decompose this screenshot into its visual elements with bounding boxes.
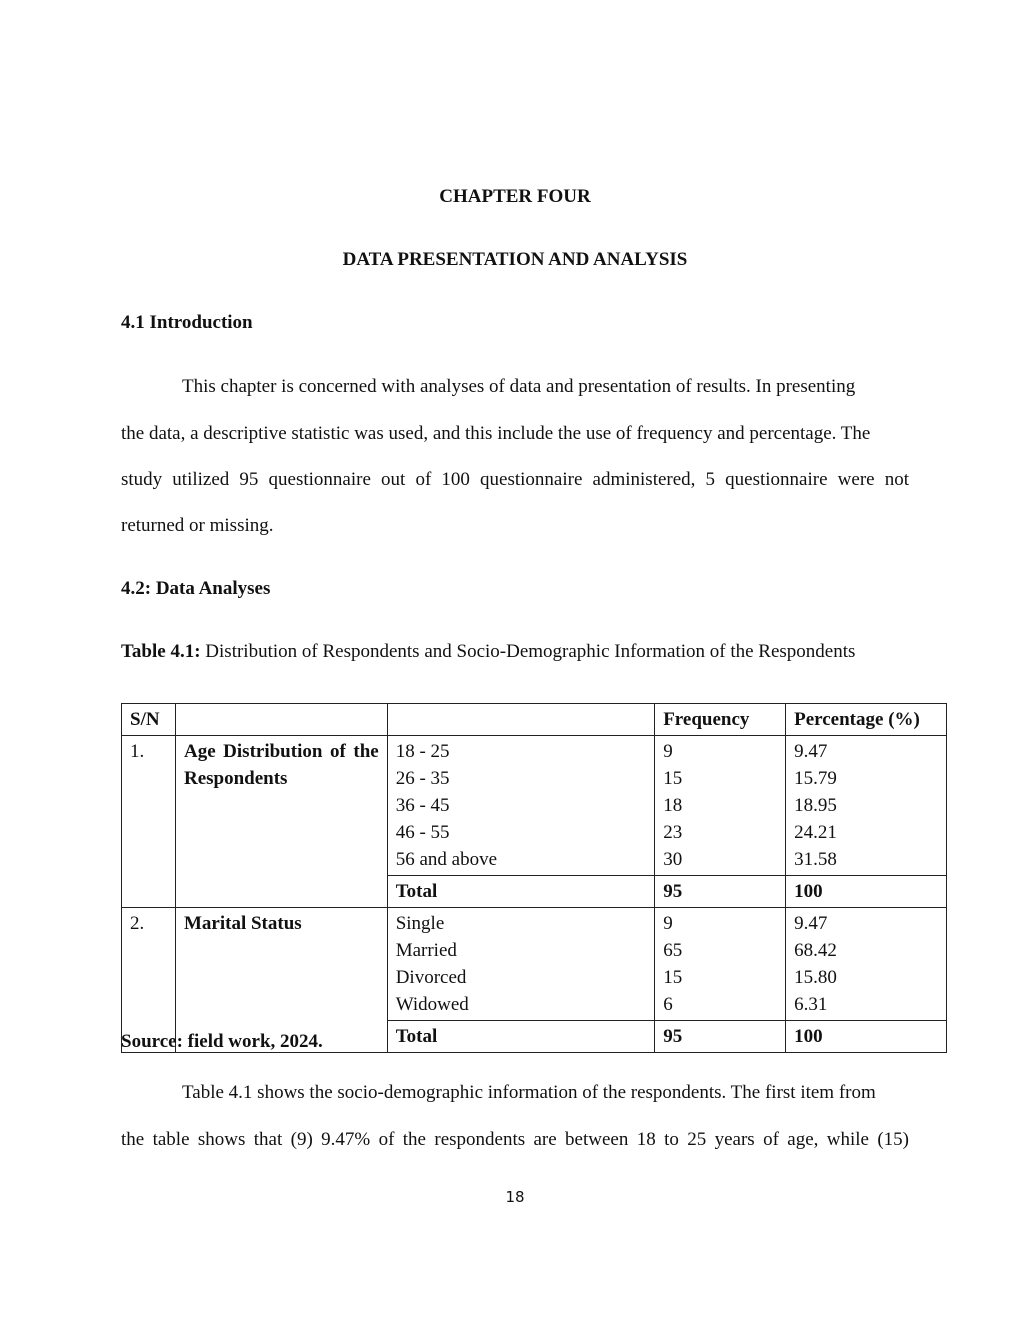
option-cell: 56 and above — [395, 849, 498, 870]
frequency-cell: 15 — [663, 967, 683, 988]
percentage-cell: 24.21 — [794, 822, 837, 843]
frequency-column — [655, 908, 786, 1021]
header-category — [175, 704, 387, 736]
total-label: Total — [387, 876, 655, 908]
frequency-cell: 18 — [663, 795, 683, 816]
table-caption — [121, 641, 855, 663]
option-column — [387, 908, 655, 1021]
total-label: Total — [387, 1021, 655, 1053]
total-frequency: 95 — [655, 1021, 786, 1053]
paragraph-line: study utilized 95 questionnaire out of 100 questionnaire administered, 5 questionnaire were not — [121, 469, 909, 490]
table-caption-text: Distribution of Respondents and Socio-Demographic Information of the Respondents — [200, 641, 856, 662]
header-sn: S/N — [122, 704, 176, 736]
total-percentage: 100 — [786, 1021, 947, 1053]
table-row-group — [122, 908, 947, 1021]
table-header-row — [122, 704, 947, 736]
table-caption-label: Table 4.1: — [121, 641, 201, 662]
header-percentage: Percentage (%) — [786, 704, 947, 736]
option-column — [387, 736, 655, 876]
percentage-cell: 15.79 — [794, 768, 837, 789]
percentage-cell: 31.58 — [794, 849, 837, 870]
option-cell: 26 - 35 — [395, 768, 450, 789]
frequency-cell: 9 — [663, 741, 673, 762]
paragraph-line: the table shows that (9) 9.47% of the respondents are between 18 to 25 years of age, while (15) — [121, 1129, 909, 1150]
percentage-column — [786, 908, 947, 1021]
frequency-cell: 23 — [663, 822, 683, 843]
option-cell: Single — [395, 913, 445, 934]
paragraph-line: Table 4.1 shows the socio-demographic information of the respondents. The first item from — [182, 1082, 876, 1103]
frequency-cell: 65 — [663, 940, 683, 961]
frequency-cell: 30 — [663, 849, 683, 870]
chapter-title: CHAPTER FOUR — [439, 186, 591, 207]
frequency-cell: 15 — [663, 768, 683, 789]
percentage-cell: 9.47 — [794, 913, 828, 934]
page-number: 18 — [505, 1188, 525, 1206]
frequency-cell: 6 — [663, 994, 673, 1015]
frequency-column — [655, 736, 786, 876]
group-sn: 1. — [122, 736, 176, 908]
group-category: Marital Status — [175, 908, 387, 1053]
table-row-group — [122, 736, 947, 876]
section-title: DATA PRESENTATION AND ANALYSIS — [342, 249, 688, 270]
option-cell: Married — [395, 940, 457, 961]
paragraph-line: This chapter is concerned with analyses of data and presentation of results. In presenting — [182, 376, 856, 397]
header-frequency: Frequency — [655, 704, 786, 736]
header-option — [387, 704, 655, 736]
intro-heading: 4.1 Introduction — [121, 312, 253, 333]
option-cell: Divorced — [395, 967, 467, 988]
option-cell: 18 - 25 — [395, 741, 450, 762]
percentage-cell: 6.31 — [794, 994, 828, 1015]
total-frequency: 95 — [655, 876, 786, 908]
source-note: Source: field work, 2024. — [121, 1031, 323, 1052]
percentage-cell: 68.42 — [794, 940, 837, 961]
group-category: Age Distribution of the Respondents — [175, 736, 387, 908]
paragraph-line: the data, a descriptive statistic was used, and this include the use of frequency and percentage. The — [121, 423, 871, 444]
analyses-heading: 4.2: Data Analyses — [121, 578, 271, 599]
percentage-cell: 15.80 — [794, 967, 837, 988]
total-percentage: 100 — [786, 876, 947, 908]
frequency-cell: 9 — [663, 913, 673, 934]
option-cell: 36 - 45 — [395, 795, 450, 816]
percentage-cell: 9.47 — [794, 741, 828, 762]
paragraph-line: returned or missing. — [121, 515, 274, 536]
percentage-cell: 18.95 — [794, 795, 837, 816]
option-cell: Widowed — [395, 994, 469, 1015]
percentage-column — [786, 736, 947, 876]
option-cell: 46 - 55 — [395, 822, 450, 843]
group-sn: 2. — [122, 908, 176, 1053]
demographics-table — [121, 703, 947, 1053]
